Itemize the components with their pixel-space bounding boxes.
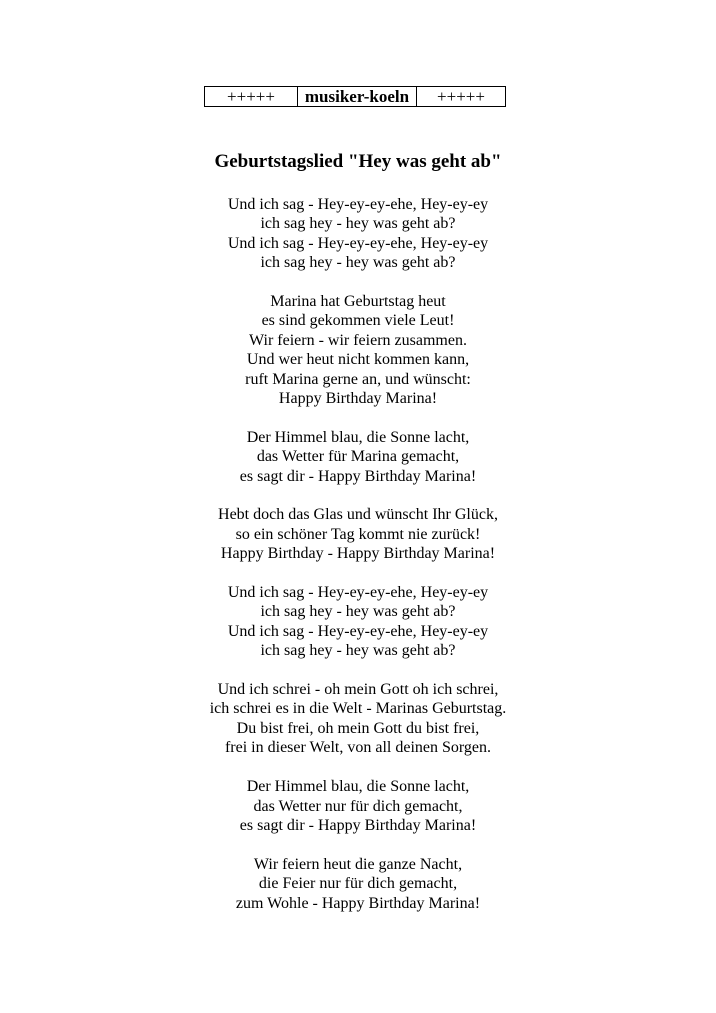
stanza: [0, 292, 716, 408]
stanza: [0, 505, 716, 563]
lyric-line: Der Himmel blau, die Sonne lacht,: [246, 428, 470, 446]
lyric-line: es sagt dir - Happy Birthday Marina!: [239, 467, 477, 485]
lyric-line: Und ich sag - Hey-ey-ey-ehe, Hey-ey-ey: [227, 622, 489, 640]
lyric-line: Wir feiern - wir feiern zusammen.: [249, 331, 467, 349]
song-title: Geburtstagslied "Hey was geht ab": [214, 151, 502, 172]
lyric-line: Marina hat Geburtstag heut: [270, 293, 446, 311]
lyric-line: ich sag hey - hey was geht ab?: [260, 642, 456, 660]
stanza: [0, 680, 716, 758]
lyric-line: Happy Birthday - Happy Birthday Marina!: [220, 545, 496, 563]
lyric-line: ich schrei es in die Welt - Marinas Geburtstag.: [209, 700, 507, 718]
lyric-line: ich sag hey - hey was geht ab?: [260, 254, 456, 272]
lyric-line: Du bist frei, oh mein Gott du bist frei,: [236, 719, 480, 737]
lyric-line: es sind gekommen viele Leut!: [261, 312, 455, 330]
stanza: [0, 777, 716, 835]
lyric-line: Und wer heut nicht kommen kann,: [246, 351, 470, 369]
stanza: [0, 195, 716, 273]
lyric-line: es sagt dir - Happy Birthday Marina!: [239, 816, 477, 834]
header-site-name: musiker-koeln: [297, 87, 417, 106]
header-banner: [204, 86, 506, 107]
stanza: [0, 428, 716, 486]
lyric-line: Happy Birthday Marina!: [278, 390, 438, 408]
lyric-line: frei in dieser Welt, von all deinen Sorgen.: [224, 739, 492, 757]
lyric-line: ruft Marina gerne an, und wünscht:: [245, 370, 471, 388]
stanza: [0, 583, 716, 661]
lyric-line: Hebt doch das Glas und wünscht Ihr Glück,: [218, 506, 498, 524]
lyric-line: zum Wohle - Happy Birthday Marina!: [235, 894, 481, 912]
lyric-line: die Feier nur für dich gemacht,: [258, 875, 458, 893]
lyric-line: Und ich schrei - oh mein Gott oh ich schrei,: [217, 681, 499, 699]
lyrics-body: [0, 195, 716, 932]
header-right-decoration: +++++: [437, 87, 485, 106]
lyric-line: so ein schöner Tag kommt nie zurück!: [235, 525, 481, 543]
lyric-line: ich sag hey - hey was geht ab?: [260, 215, 456, 233]
lyric-line: Der Himmel blau, die Sonne lacht,: [246, 778, 470, 796]
stanza: [0, 855, 716, 913]
lyric-line: Wir feiern heut die ganze Nacht,: [253, 855, 463, 873]
lyric-line: Und ich sag - Hey-ey-ey-ehe, Hey-ey-ey: [227, 584, 489, 602]
lyric-line: das Wetter für Marina gemacht,: [256, 448, 460, 466]
lyric-line: Und ich sag - Hey-ey-ey-ehe, Hey-ey-ey: [227, 196, 489, 213]
lyric-line: ich sag hey - hey was geht ab?: [260, 603, 456, 621]
lyric-line: das Wetter nur für dich gemacht,: [253, 797, 463, 815]
header-left-decoration: +++++: [227, 87, 275, 106]
lyric-line: Und ich sag - Hey-ey-ey-ehe, Hey-ey-ey: [227, 234, 489, 252]
